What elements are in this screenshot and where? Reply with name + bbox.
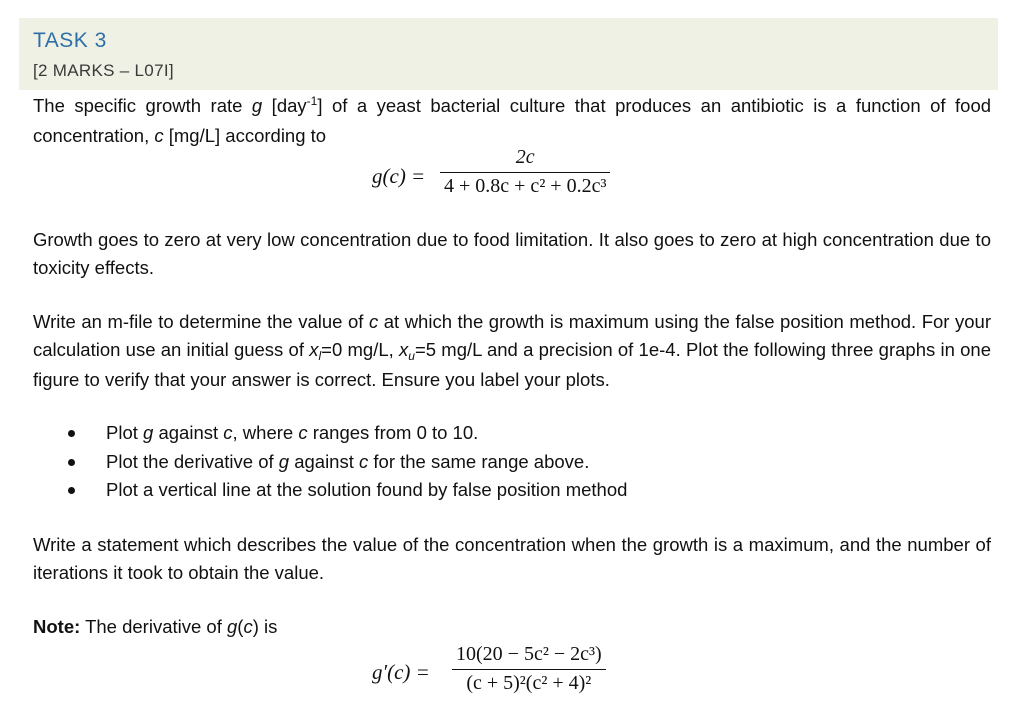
mfile-paragraph: Write an m-file to determine the value of c at which the growth is maximum using the false position method. For your calculation use an initial guess of $x_l=0$ mg/L, $x_u=5$ mg/L and a precision of 1e-4. Plot the following three graphs in one figure to verify that your answer is correct. Ensure you label your plots.	[33, 311, 991, 390]
list-item: Plot the derivative of g against c for the same range above.	[64, 448, 627, 477]
derivative-equation-numerator: 10(20 − 5c² − 2c³)	[456, 643, 602, 665]
note-line: Note: The derivative of g(c) is	[33, 616, 278, 637]
marks-label: [2 MARKS – L07I]	[33, 61, 174, 80]
intro-paragraph: The specific growth rate g [day$^{-1}$] of a yeast bacterial culture that produces an antibiotic is a function of food concentration, c [mg/L] according to	[33, 94, 992, 146]
growth-equation-denominator: 4 + 0.8c + c² + 0.2c³	[444, 175, 607, 198]
list-item: Plot a vertical line at the solution found by false position method	[64, 476, 627, 505]
statement-paragraph: Write a statement which describes the value of the concentration when the growth is a maximum, and the number of iterations it took to obtain the value.	[33, 534, 991, 583]
derivative-equation-fraction	[452, 643, 606, 695]
growth-equation-fraction	[440, 146, 610, 198]
derivative-equation-lhs: g′(c) =	[372, 660, 430, 684]
derivative-equation-denominator: (c + 5)²(c² + 4)²	[466, 672, 592, 695]
task-title: TASK 3	[33, 29, 107, 52]
growth-equation-numerator: 2c	[515, 146, 535, 168]
list-item: Plot g against c, where c ranges from 0 to 10.	[64, 419, 627, 448]
growth-paragraph: Growth goes to zero at very low concentration due to food limitation. It also goes to zero at high concentration due to toxicity effects.	[33, 229, 991, 278]
growth-equation-lhs: g(c) =	[372, 164, 426, 188]
plot-requirements-list	[64, 419, 627, 505]
